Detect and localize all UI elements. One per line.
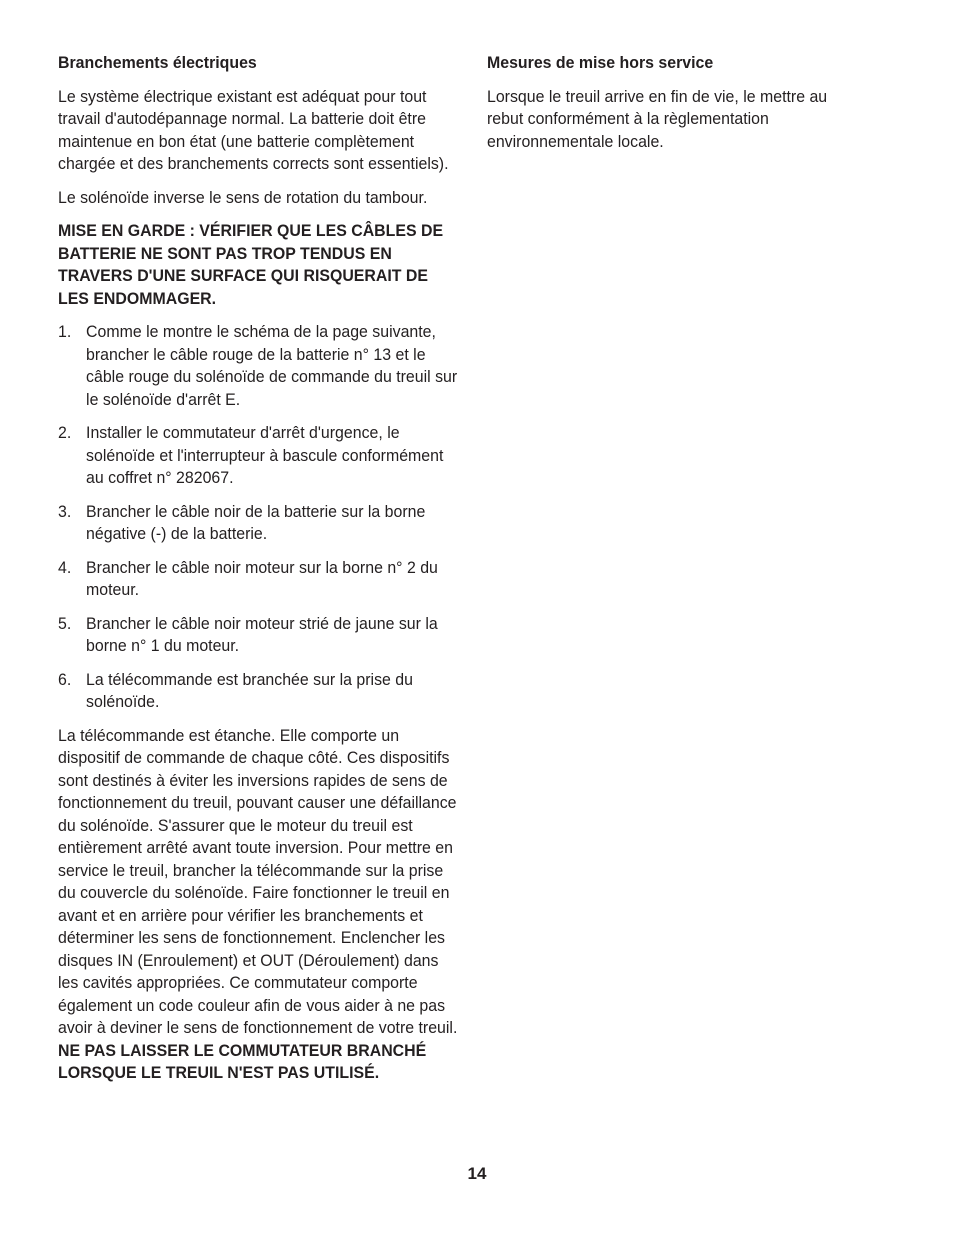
list-item [58, 557, 460, 602]
solenoid-note: Le solénoïde inverse le sens de rotation du tambour. [58, 187, 428, 207]
steps-list [58, 321, 460, 714]
section-heading-decommission: Mesures de mise hors service [487, 53, 714, 72]
list-item [58, 321, 460, 411]
step-number: 4. [58, 557, 72, 577]
warning-notice: MISE EN GARDE : VÉRIFIER QUE LES CÂBLES DE BATTERIE NE SONT PAS TROP TENDUS EN TRAVERS D'UNE SURFACE QUI RISQUERAIT DE LES ENDOMMAGER. [58, 221, 444, 308]
step-text: Brancher le câble noir de la batterie sur la borne négative (-) de la batterie. [86, 501, 426, 543]
step-text: Installer le commutateur d'arrêt d'urgence, le solénoïde et l'interrupteur à bascule conformément au coffret n° 282067. [86, 423, 444, 487]
left-column [58, 52, 460, 1096]
step-text: Brancher le câble noir moteur strié de jaune sur la borne n° 1 du moteur. [86, 613, 438, 655]
final-warning: NE PAS LAISSER LE COMMUTATEUR BRANCHÉ LORSQUE LE TREUIL N'EST PAS UTILISÉ. [58, 1040, 427, 1082]
step-number: 2. [58, 423, 72, 442]
step-number: 3. [58, 501, 72, 521]
intro-paragraph: Le système électrique existant est adéquat pour tout travail d'autodépannage normal. La batterie doit être maintenue en bon état (une batterie complètement chargée et des branchements corrects sont essentiels). [58, 86, 449, 173]
decommission-paragraph: Lorsque le treuil arrive en fin de vie, le mettre au rebut conformément à la règlementation environnementale locale. [487, 86, 828, 151]
step-number: 1. [58, 322, 72, 341]
section-heading-electrical: Branchements électriques [58, 53, 257, 72]
step-number: 6. [58, 669, 72, 689]
list-item [58, 501, 460, 546]
step-text: Brancher le câble noir moteur sur la borne n° 2 du moteur. [86, 557, 438, 599]
right-column [487, 52, 842, 164]
step-text: La télécommande est branchée sur la prise du solénoïde. [86, 669, 413, 711]
list-item [58, 613, 460, 658]
page-number: 14 [467, 1164, 487, 1183]
step-number: 5. [58, 613, 72, 633]
step-text: Comme le montre le schéma de la page suivante, brancher le câble rouge de la batterie n° 13 et le câble rouge du solénoïde de commande du treuil sur le solénoïde d'arrêt E. [86, 322, 458, 409]
remote-control-paragraph: La télécommande est étanche. Elle comporte un dispositif de commande de chaque côté. Ces dispositifs sont destinés à éviter les inversions rapides de sens de fonctionnement du treuil, pouvant causer une défaillance du solénoïde. S'assurer que le moteur du treuil est entièrement arrêté avant toute inversion. Pour mettre en service le treuil, brancher la télécommande sur la prise du couvercle du solénoïde. Faire fonctionner le treuil en avant et en arrière pour vérifier les branchements et déterminer les sens de fonctionnement. Enclencher les disques IN (Enroulement) et OUT (Déroulement) dans les cavités appropriées. Ce commutateur comporte également un code couleur afin de vous aider à ne pas avoir à deviner le sens de fonctionnement de votre treuil. [58, 725, 458, 1037]
list-item [58, 422, 460, 490]
list-item [58, 669, 460, 714]
